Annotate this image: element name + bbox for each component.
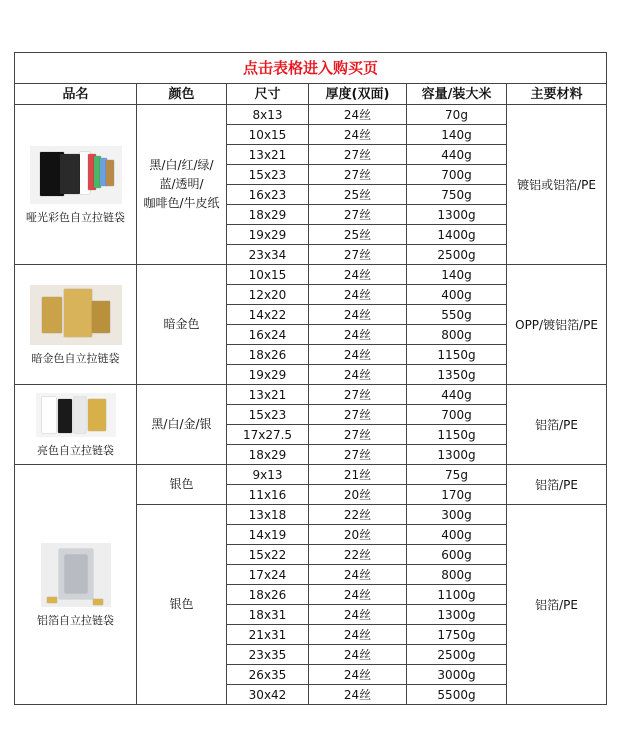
size-cell: 9x13 bbox=[227, 465, 309, 485]
size-cell: 26x35 bbox=[227, 665, 309, 685]
size-cell: 16x24 bbox=[227, 325, 309, 345]
capacity-cell: 440g bbox=[407, 145, 507, 165]
table-row[interactable] bbox=[15, 265, 607, 285]
header-thickness: 厚度(双面) bbox=[309, 84, 407, 105]
size-cell: 15x23 bbox=[227, 165, 309, 185]
material-cell: 铝箔/PE bbox=[507, 465, 607, 505]
thickness-cell: 24丝 bbox=[309, 305, 407, 325]
thickness-cell: 27丝 bbox=[309, 405, 407, 425]
size-cell: 16x23 bbox=[227, 185, 309, 205]
table-row[interactable] bbox=[15, 385, 607, 405]
thickness-cell: 24丝 bbox=[309, 605, 407, 625]
size-cell: 23x34 bbox=[227, 245, 309, 265]
size-cell: 23x35 bbox=[227, 645, 309, 665]
thickness-cell: 24丝 bbox=[309, 685, 407, 705]
size-cell: 19x29 bbox=[227, 225, 309, 245]
thickness-cell: 22丝 bbox=[309, 545, 407, 565]
capacity-cell: 1150g bbox=[407, 425, 507, 445]
pouch-shape bbox=[42, 397, 56, 433]
table-row[interactable] bbox=[15, 465, 607, 485]
product-cell[interactable] bbox=[15, 465, 137, 705]
capacity-cell: 1750g bbox=[407, 625, 507, 645]
color-cell: 银色 bbox=[137, 465, 227, 505]
size-cell: 19x29 bbox=[227, 365, 309, 385]
product-spec-table[interactable] bbox=[14, 52, 607, 705]
color-cell: 黑/白/金/银 bbox=[137, 385, 227, 465]
size-cell: 30x42 bbox=[227, 685, 309, 705]
header-size: 尺寸 bbox=[227, 84, 309, 105]
color-cell: 黑/白/红/绿/ 蓝/透明/ 咖啡色/牛皮纸 bbox=[137, 105, 227, 265]
capacity-cell: 70g bbox=[407, 105, 507, 125]
capacity-cell: 140g bbox=[407, 125, 507, 145]
size-cell: 17x24 bbox=[227, 565, 309, 585]
thickness-cell: 24丝 bbox=[309, 285, 407, 305]
table-row[interactable] bbox=[15, 105, 607, 125]
thickness-cell: 27丝 bbox=[309, 205, 407, 225]
size-cell: 18x29 bbox=[227, 205, 309, 225]
thickness-cell: 24丝 bbox=[309, 125, 407, 145]
capacity-cell: 1150g bbox=[407, 345, 507, 365]
thickness-cell: 22丝 bbox=[309, 505, 407, 525]
capacity-cell: 3000g bbox=[407, 665, 507, 685]
header-capacity: 容量/装大米 bbox=[407, 84, 507, 105]
thickness-cell: 20丝 bbox=[309, 485, 407, 505]
size-cell: 10x15 bbox=[227, 265, 309, 285]
thickness-cell: 27丝 bbox=[309, 425, 407, 445]
capacity-cell: 700g bbox=[407, 165, 507, 185]
product-name: 亮色自立拉链袋 bbox=[37, 444, 114, 457]
size-cell: 18x26 bbox=[227, 585, 309, 605]
pouch-shape bbox=[106, 160, 114, 186]
size-cell: 15x23 bbox=[227, 405, 309, 425]
thickness-cell: 27丝 bbox=[309, 165, 407, 185]
table-body bbox=[15, 105, 607, 705]
thickness-cell: 27丝 bbox=[309, 145, 407, 165]
matte-color-pouches-image[interactable] bbox=[30, 146, 122, 204]
capacity-cell: 1300g bbox=[407, 445, 507, 465]
capacity-cell: 5500g bbox=[407, 685, 507, 705]
thickness-cell: 20丝 bbox=[309, 525, 407, 545]
capacity-cell: 1100g bbox=[407, 585, 507, 605]
capacity-cell: 2500g bbox=[407, 245, 507, 265]
header-row bbox=[15, 84, 607, 105]
thickness-cell: 25丝 bbox=[309, 225, 407, 245]
pouch-shape bbox=[42, 297, 62, 333]
thickness-cell: 27丝 bbox=[309, 445, 407, 465]
size-cell: 13x21 bbox=[227, 385, 309, 405]
size-cell: 11x16 bbox=[227, 485, 309, 505]
thickness-cell: 21丝 bbox=[309, 465, 407, 485]
pouch-shape bbox=[64, 289, 92, 337]
capacity-cell: 550g bbox=[407, 305, 507, 325]
size-cell: 13x21 bbox=[227, 145, 309, 165]
pouch-shape bbox=[88, 399, 106, 431]
header-name: 品名 bbox=[15, 84, 137, 105]
header-color: 颜色 bbox=[137, 84, 227, 105]
size-cell: 17x27.5 bbox=[227, 425, 309, 445]
capacity-cell: 1350g bbox=[407, 365, 507, 385]
thickness-cell: 25丝 bbox=[309, 185, 407, 205]
size-cell: 14x19 bbox=[227, 525, 309, 545]
glossy-pouches-image[interactable] bbox=[36, 393, 116, 437]
capacity-cell: 750g bbox=[407, 185, 507, 205]
product-block bbox=[15, 285, 136, 364]
size-cell: 13x18 bbox=[227, 505, 309, 525]
thickness-cell: 24丝 bbox=[309, 625, 407, 645]
size-cell: 10x15 bbox=[227, 125, 309, 145]
size-cell: 12x20 bbox=[227, 285, 309, 305]
material-cell: 镀铝或铝箔/PE bbox=[507, 105, 607, 265]
aluminum-foil-pouch-image[interactable] bbox=[41, 543, 111, 607]
size-cell: 21x31 bbox=[227, 625, 309, 645]
capacity-cell: 600g bbox=[407, 545, 507, 565]
product-cell[interactable] bbox=[15, 105, 137, 265]
thickness-cell: 27丝 bbox=[309, 245, 407, 265]
pouch-shape bbox=[92, 301, 110, 333]
price-table-sheet bbox=[14, 52, 606, 705]
thickness-cell: 24丝 bbox=[309, 345, 407, 365]
capacity-cell: 170g bbox=[407, 485, 507, 505]
thickness-cell: 27丝 bbox=[309, 385, 407, 405]
material-cell: 铝箔/PE bbox=[507, 505, 607, 705]
thickness-cell: 24丝 bbox=[309, 665, 407, 685]
capacity-cell: 1300g bbox=[407, 205, 507, 225]
thickness-cell: 24丝 bbox=[309, 585, 407, 605]
capacity-cell: 1400g bbox=[407, 225, 507, 245]
thickness-cell: 24丝 bbox=[309, 565, 407, 585]
size-cell: 14x22 bbox=[227, 305, 309, 325]
color-cell: 暗金色 bbox=[137, 265, 227, 385]
pouch-shape bbox=[93, 599, 103, 605]
capacity-cell: 140g bbox=[407, 265, 507, 285]
size-cell: 8x13 bbox=[227, 105, 309, 125]
pouch-shape bbox=[65, 555, 87, 593]
capacity-cell: 800g bbox=[407, 565, 507, 585]
pouch-shape bbox=[74, 397, 86, 433]
thickness-cell: 24丝 bbox=[309, 365, 407, 385]
product-cell[interactable] bbox=[15, 265, 137, 385]
capacity-cell: 2500g bbox=[407, 645, 507, 665]
size-cell: 18x26 bbox=[227, 345, 309, 365]
capacity-cell: 400g bbox=[407, 285, 507, 305]
capacity-cell: 1300g bbox=[407, 605, 507, 625]
material-cell: 铝箔/PE bbox=[507, 385, 607, 465]
capacity-cell: 800g bbox=[407, 325, 507, 345]
capacity-cell: 75g bbox=[407, 465, 507, 485]
capacity-cell: 700g bbox=[407, 405, 507, 425]
thickness-cell: 24丝 bbox=[309, 265, 407, 285]
product-block bbox=[15, 543, 136, 626]
thickness-cell: 24丝 bbox=[309, 105, 407, 125]
size-cell: 18x29 bbox=[227, 445, 309, 465]
size-cell: 18x31 bbox=[227, 605, 309, 625]
pouch-shape bbox=[60, 154, 80, 194]
material-cell: OPP/镀铝箔/PE bbox=[507, 265, 607, 385]
pouch-shape bbox=[47, 597, 57, 603]
product-name: 铝箔自立拉链袋 bbox=[37, 614, 114, 627]
purchase-link-title[interactable]: 点击表格进入购买页 bbox=[15, 53, 607, 84]
pouch-shape bbox=[58, 399, 72, 433]
capacity-cell: 440g bbox=[407, 385, 507, 405]
size-cell: 15x22 bbox=[227, 545, 309, 565]
header-material: 主要材料 bbox=[507, 84, 607, 105]
product-block bbox=[15, 146, 136, 223]
capacity-cell: 300g bbox=[407, 505, 507, 525]
product-cell[interactable] bbox=[15, 385, 137, 465]
product-block bbox=[15, 393, 136, 456]
color-cell: 银色 bbox=[137, 505, 227, 705]
thickness-cell: 24丝 bbox=[309, 325, 407, 345]
product-name: 暗金色自立拉链袋 bbox=[31, 352, 120, 365]
thickness-cell: 24丝 bbox=[309, 645, 407, 665]
product-name: 哑光彩色自立拉链袋 bbox=[26, 211, 125, 224]
capacity-cell: 400g bbox=[407, 525, 507, 545]
dark-gold-pouches-image[interactable] bbox=[30, 285, 122, 345]
